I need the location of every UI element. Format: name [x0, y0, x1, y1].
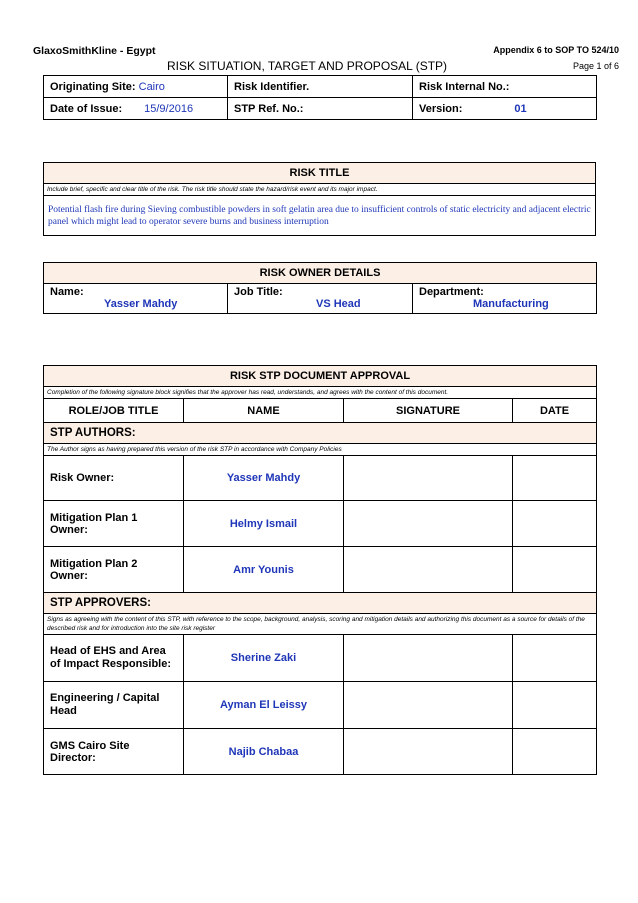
risk-title-text: Potential flash fire during Sieving combustible powders in soft gelatin area due to insufficient controls of static electricity and adjacent electric panel which might lead to operator severe burns and business interruption: [44, 196, 596, 236]
owner-job-value: VS Head: [316, 298, 361, 310]
owner-name-value: Yasser Mahdy: [104, 298, 178, 310]
date-cell[interactable]: [513, 501, 597, 547]
version-cell: [413, 98, 597, 120]
originating-site-cell: [44, 76, 228, 98]
company-name: GlaxoSmithKline - Egypt: [33, 45, 156, 57]
approver-role: Head of EHS and Area of Impact Responsible:: [44, 635, 184, 682]
date-cell[interactable]: [513, 729, 597, 775]
signature-cell[interactable]: [344, 635, 513, 682]
approvers-heading: STP APPROVERS:: [44, 593, 597, 614]
approval-table: [43, 365, 597, 775]
info-table: [43, 75, 597, 120]
owner-name-cell: [44, 284, 228, 314]
author-name: Yasser Mahdy: [184, 456, 344, 501]
approver-name: Najib Chabaa: [184, 729, 344, 775]
author-name: Helmy Ismail: [184, 501, 344, 547]
risk-owner-heading: RISK OWNER DETAILS: [44, 263, 597, 284]
owner-dept-cell: [413, 284, 597, 314]
owner-dept-label: Department:: [419, 286, 484, 298]
author-role: Risk Owner:: [44, 456, 184, 501]
owner-name-label: Name:: [50, 286, 84, 298]
signature-cell[interactable]: [344, 729, 513, 775]
originating-site-label: Originating Site:: [50, 80, 136, 93]
signature-cell[interactable]: [344, 547, 513, 593]
signature-cell[interactable]: [344, 501, 513, 547]
column-header-name: NAME: [184, 399, 344, 423]
approval-heading: RISK STP DOCUMENT APPROVAL: [44, 366, 597, 387]
approval-instruction: Completion of the following signature block signifies that the approver has read, understands, and agrees with the content of this document.: [44, 387, 597, 399]
date-issue-label: Date of Issue:: [50, 102, 123, 115]
author-role: Mitigation Plan 1 Owner:: [44, 501, 184, 547]
column-header-signature: SIGNATURE: [344, 399, 513, 423]
author-name: Amr Younis: [184, 547, 344, 593]
approver-role: Engineering / Capital Head: [44, 682, 184, 729]
owner-job-label: Job Title:: [234, 286, 283, 298]
date-cell[interactable]: [513, 547, 597, 593]
owner-dept-value: Manufacturing: [473, 298, 549, 310]
risk-title-table: [43, 162, 596, 236]
column-header-date: DATE: [513, 399, 597, 423]
stp-ref-label: STP Ref. No.:: [228, 98, 413, 120]
risk-title-heading: RISK TITLE: [44, 163, 596, 184]
document-title: RISK SITUATION, TARGET AND PROPOSAL (STP): [167, 59, 448, 73]
appendix-ref: Appendix 6 to SOP TO 524/10: [493, 45, 619, 55]
owner-job-cell: [228, 284, 413, 314]
date-cell[interactable]: [513, 635, 597, 682]
risk-internal-label: Risk Internal No.:: [413, 76, 597, 98]
signature-cell[interactable]: [344, 456, 513, 501]
originating-site-value: Cairo: [138, 80, 165, 93]
risk-identifier-label: Risk Identifier.: [228, 76, 413, 98]
date-issue-value: 15/9/2016: [144, 102, 194, 115]
approver-name: Ayman El Leissy: [184, 682, 344, 729]
risk-title-instruction: Include brief, specific and clear title of the risk. The risk title should state the hazard/risk event and its major impact.: [44, 184, 596, 196]
approver-name: Sherine Zaki: [184, 635, 344, 682]
date-cell[interactable]: [513, 682, 597, 729]
signature-cell[interactable]: [344, 682, 513, 729]
approvers-note: Signs as agreeing with the content of this STP, with reference to the scope, background, analysis, scoring and mitigation details and authorizing this document as a source for details of the described risk and for introduction into the site risk register: [44, 614, 597, 635]
version-label: Version:: [419, 102, 463, 115]
author-role: Mitigation Plan 2 Owner:: [44, 547, 184, 593]
version-value: 01: [514, 102, 527, 115]
risk-owner-table: [43, 262, 597, 314]
date-cell[interactable]: [513, 456, 597, 501]
page-number: Page 1 of 6: [572, 61, 619, 71]
authors-heading: STP AUTHORS:: [44, 423, 597, 444]
authors-note: The Author signs as having prepared this version of the risk STP in accordance with Company Policies: [44, 444, 597, 456]
date-issue-cell: [44, 98, 228, 120]
approver-role: GMS Cairo Site Director:: [44, 729, 184, 775]
column-header-role: ROLE/JOB TITLE: [44, 399, 184, 423]
